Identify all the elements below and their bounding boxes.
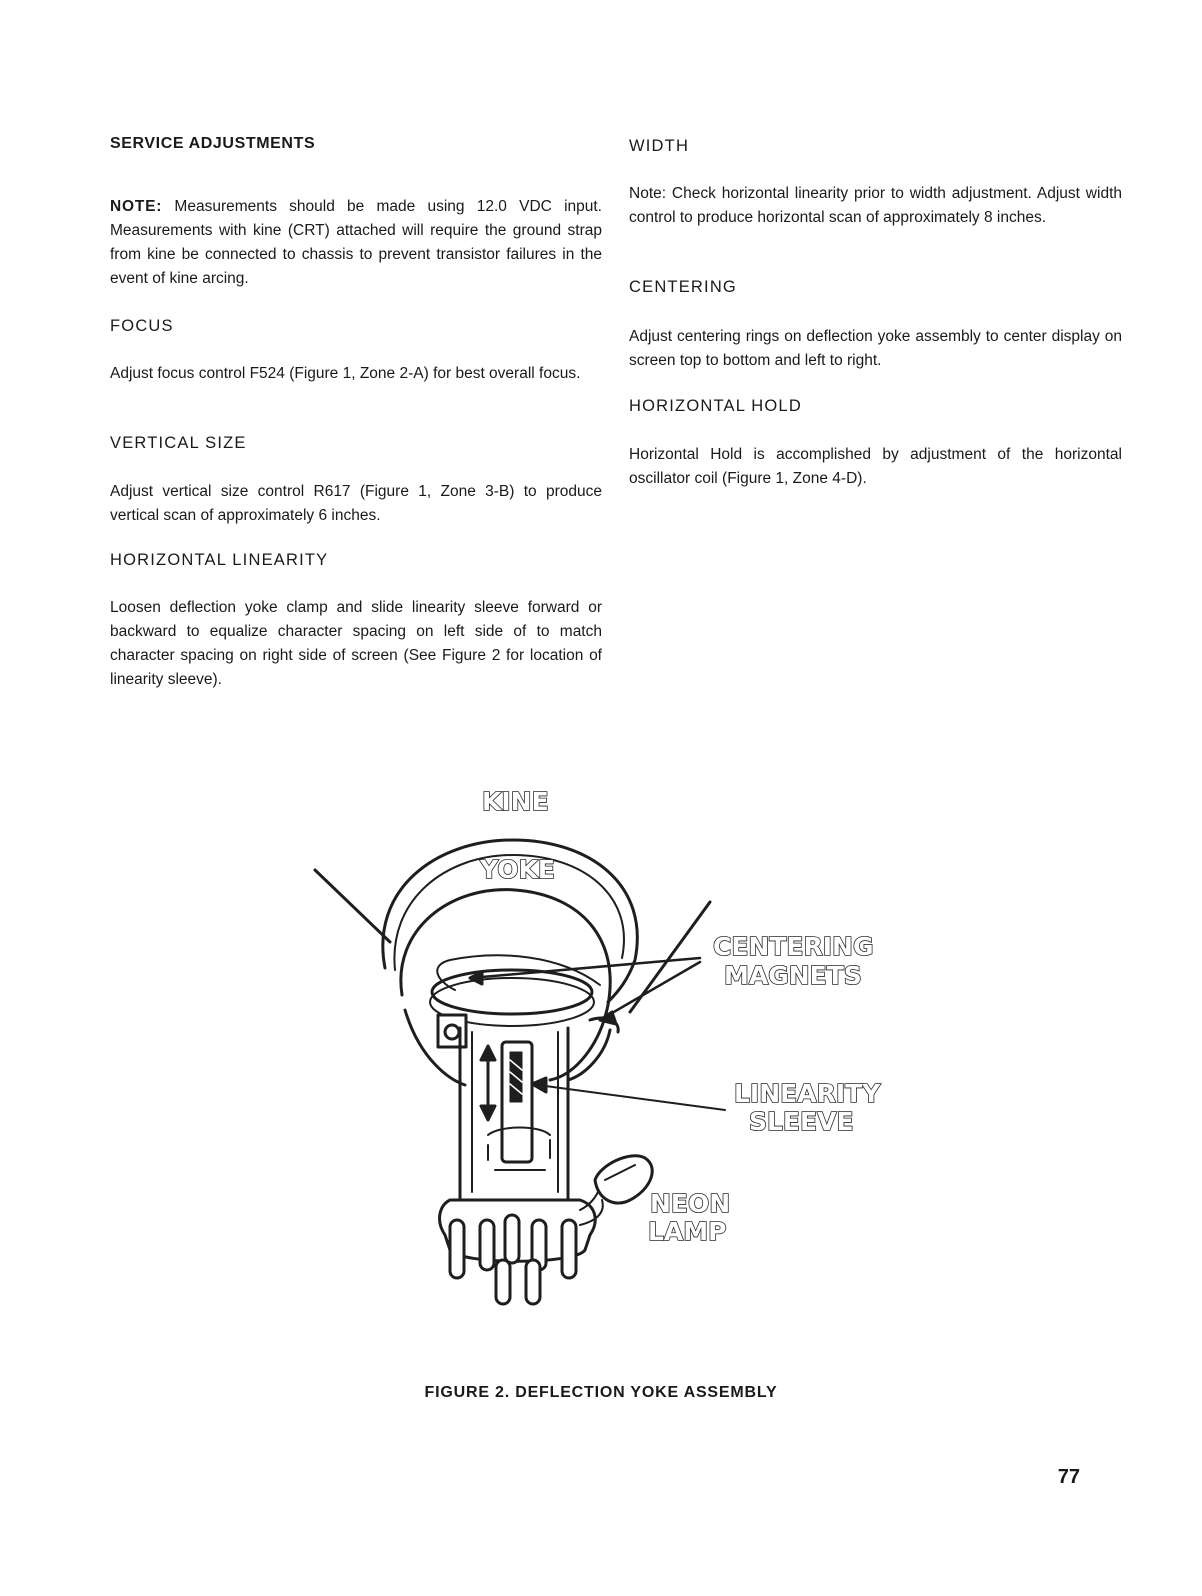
figure-label-linearity: LINEARITY <box>734 1079 881 1108</box>
note-text: Measurements should be made using 12.0 VDC input. Measurements with kine (CRT) attached will require the ground strap from kine be connected to chassis to prevent transistor failures in the event of kine arcing. <box>110 198 602 287</box>
page-number: 77 <box>1057 1466 1080 1488</box>
page-title: SERVICE ADJUSTMENTS <box>110 135 316 152</box>
figure-label-magnets: MAGNETS <box>724 961 862 990</box>
figure-label-yoke: YOKE <box>480 855 555 884</box>
figure-label-sleeve: SLEEVE <box>749 1107 854 1136</box>
section-body-width: Note: Check horizontal linearity prior to width adjustment. Adjust width control to produce horizontal scan of approximately 8 inches. <box>629 185 1122 226</box>
figure-label-neon: NEON <box>650 1189 731 1218</box>
note-paragraph <box>110 195 602 291</box>
note-lead: NOTE: <box>110 198 163 215</box>
section-heading-focus: FOCUS <box>110 317 174 335</box>
figure-label-kine: KINE <box>482 787 549 816</box>
section-body-vertical-size: Adjust vertical size control R617 (Figure 1, Zone 3-B) to produce vertical scan of approximately 6 inches. <box>110 483 602 524</box>
deflection-yoke-figure <box>300 780 920 1340</box>
section-heading-horizontal-hold: HORIZONTAL HOLD <box>629 397 802 415</box>
section-body-horizontal-linearity: Loosen deflection yoke clamp and slide linearity sleeve forward or backward to equalize character spacing on left side of to match character spacing on right side of screen (See Figure 2 for location of linearity sleeve). <box>110 599 602 688</box>
section-body-centering: Adjust centering rings on deflection yoke assembly to center display on screen top to bottom and left to right. <box>629 328 1122 369</box>
section-heading-vertical-size: VERTICAL SIZE <box>110 434 247 452</box>
figure-label-lamp: LAMP <box>648 1217 727 1246</box>
section-heading-width: WIDTH <box>629 137 690 155</box>
section-body-focus: Adjust focus control F524 (Figure 1, Zone 2-A) for best overall focus. <box>110 365 581 382</box>
deflection-yoke-illustration <box>300 780 920 1340</box>
section-body-horizontal-hold: Horizontal Hold is accomplished by adjustment of the horizontal oscillator coil (Figure 1, Zone 4-D). <box>629 446 1122 487</box>
figure-label-centering: CENTERING <box>713 932 874 961</box>
figure-caption: FIGURE 2. DEFLECTION YOKE ASSEMBLY <box>424 1384 778 1401</box>
section-heading-centering: CENTERING <box>629 278 737 296</box>
section-heading-horizontal-linearity: HORIZONTAL LINEARITY <box>110 551 329 569</box>
neon-lamp <box>595 1156 652 1203</box>
